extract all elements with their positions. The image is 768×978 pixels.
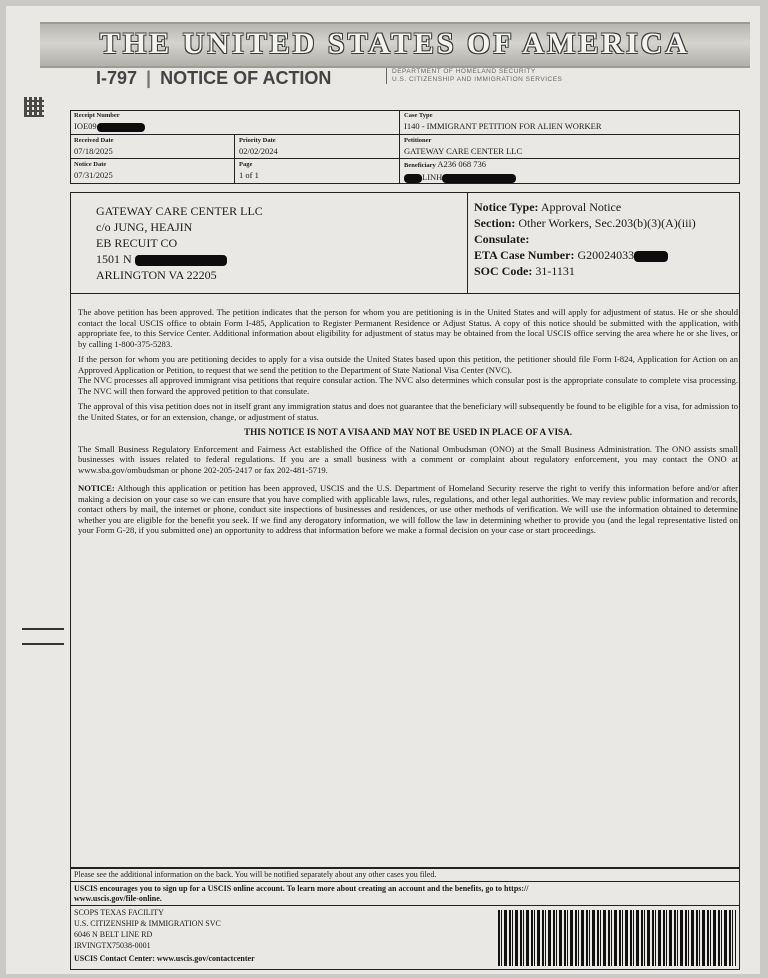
soc-label: SOC Code: <box>474 264 533 278</box>
margin-mark <box>22 643 64 645</box>
paragraph-visa-abroad: If the person for whom you are petitioning decides to apply for a visa outside the United States based upon this petition, the petitioner should file Form I-824, Application for Action on an Approved Application or Petition, to request that we send the petition to the Department of State National Visa Center (NVC). <box>78 354 738 375</box>
address-street: 1501 N <box>96 252 132 266</box>
soc-value: 31-1131 <box>535 264 575 278</box>
agency-name <box>386 68 562 84</box>
petitioner-value: GATEWAY CARE CENTER LLC <box>404 146 523 156</box>
office-line-4: IRVINGTX75038-0001 <box>74 941 151 950</box>
receipt-number-label: Receipt Number <box>74 112 120 119</box>
address-line-5: ARLINGTON VA 22205 <box>96 268 217 282</box>
paragraph-notice <box>78 483 738 536</box>
address-line-1: GATEWAY CARE CENTER LLC <box>96 204 263 218</box>
form-name: NOTICE OF ACTION <box>160 68 332 88</box>
online-note-2: www.uscis.gov/file-online. <box>74 894 162 903</box>
notice-type <box>474 199 696 215</box>
banner-title: THE UNITED STATES OF AMERICA <box>99 27 691 60</box>
form-title <box>96 68 331 89</box>
notice-body <box>78 307 738 541</box>
office-line-3: 6046 N BELT LINE RD <box>74 930 153 939</box>
notice-text: Although this application or petition has been approved, USCIS and the U.S. Department of Homeland Security reserve the right to verify this information before and/or after making a decision on your case so we can ensure that you have complied with applicable laws, rules, regulations, and other legal authorities. We may review public information and records, contact others by mail, the internet or phone, conduct site inspections of businesses and residences, or use other methods of verification. We will use the information obtained to determine whether you are eligible for the benefit you seek. If we find any derogatory information, we will follow the law in determining whether to provide you (and the legal representative listed on your Form G-28, if you submitted one) an opportunity to address that information before we make a formal decision on your case or start proceedings. <box>78 483 738 535</box>
agency-line-2: U.S. CITIZENSHIP AND IMMIGRATION SERVICES <box>392 76 563 83</box>
back-note: Please see the additional information on the back. You will be notified separately about any other cases you filed. <box>74 870 437 879</box>
received-date-value: 07/18/2025 <box>74 146 113 156</box>
case-type-value: I140 - IMMIGRANT PETITION FOR ALIEN WORKER <box>404 121 602 131</box>
address-line-4 <box>96 251 263 267</box>
paragraph-nvc: The NVC processes all approved immigrant visa petitions that require consular action. The NVC also determines which consular post is the appropriate consulate to complete visa processing. The NVC will then forward the approved petition to that consulate. <box>78 375 738 396</box>
qr-code <box>24 97 44 117</box>
office-line-1: SCOPS TEXAS FACILITY <box>74 908 164 917</box>
notice-info <box>474 199 696 279</box>
beneficiary-a-number: A236 068 736 <box>437 159 487 169</box>
contact-center: USCIS Contact Center: www.uscis.gov/contactcenter <box>74 954 255 963</box>
paragraph-status: The approval of this visa petition does not in itself grant any immigration status and does not guarantee that the beneficiary will subsequently be found to be eligible for a visa, for admission to the United States, or for an extension, change, or adjustment of status. <box>78 401 738 422</box>
beneficiary-label <box>404 161 486 169</box>
visa-warning: THIS NOTICE IS NOT A VISA AND MAY NOT BE USED IN PLACE OF A VISA. <box>243 427 573 437</box>
priority-date-value: 02/02/2024 <box>239 146 278 156</box>
redaction-mark <box>634 251 668 262</box>
page-label: Page <box>239 161 253 168</box>
notice-date-value: 07/31/2025 <box>74 170 113 180</box>
barcode <box>498 910 736 966</box>
redaction-mark <box>97 123 145 132</box>
beneficiary-name-text: LINH <box>422 172 443 182</box>
notice-consulate <box>474 231 696 247</box>
receipt-number-value <box>74 121 145 132</box>
notice-date-label: Notice Date <box>74 161 107 168</box>
notice-label: NOTICE: <box>78 483 115 493</box>
form-number: I-797 <box>96 68 138 88</box>
beneficiary-label-text: Beneficiary <box>404 162 436 169</box>
notice-type-label: Notice Type: <box>474 200 539 214</box>
section-value: Other Workers, Sec.203(b)(3)(A)(iii) <box>518 216 696 230</box>
receipt-number-text: IOE09 <box>74 121 97 131</box>
notice-section <box>474 215 696 231</box>
notice-eta <box>474 247 696 263</box>
form-separator: | <box>146 68 152 88</box>
office-line-2: U.S. CITIZENSHIP & IMMIGRATION SVC <box>74 919 221 928</box>
redaction-mark <box>404 174 422 183</box>
beneficiary-name <box>404 172 516 183</box>
paragraph-ono: The Small Business Regulatory Enforcement and Fairness Act established the Office of the National Ombudsman (ONO) at the Small Business Administration. The ONO assists small businesses with issues related to federal regulations. If you are a small business with a comment or complaint about regulatory enforcement, you may contact the ONO at www.sba.gov/ombudsman or phone 202-205-2417 or fax 202-481-5719. <box>78 443 738 475</box>
section-label: Section: <box>474 216 516 230</box>
agency-line-1: DEPARTMENT OF HOMELAND SECURITY <box>392 68 536 75</box>
page-cell <box>235 159 400 184</box>
eta-label: ETA Case Number: <box>474 248 575 262</box>
notice-soc <box>474 263 696 279</box>
paragraph-adjustment: The above petition has been approved. The petition indicates that the person for whom you are petitioning is in the United States and will apply for adjustment of status. He or she should contact the local USCIS office to obtain Form I-485, Application to Register Permanent Residence or Adjust Status. A copy of this notice should be submitted with the application, with appropriate fee, to this Service Center. Additional information about eligibility for adjustment of status may be obtained from the local USCIS office serving the area where he or she lives, or by calling 1-800-375-5283. <box>78 307 738 349</box>
address-line-3: EB RECUIT CO <box>96 236 178 250</box>
margin-mark <box>22 628 64 630</box>
page-value: 1 of 1 <box>239 170 259 180</box>
redaction-mark <box>135 255 227 266</box>
received-date-label: Received Date <box>74 137 114 144</box>
case-type-label: Case Type <box>404 112 433 119</box>
mailing-address <box>96 203 263 283</box>
redaction-mark <box>442 174 516 183</box>
consulate-label: Consulate: <box>474 232 530 246</box>
online-note-1: USCIS encourages you to sign up for a USCIS online account. To learn more about creating an account and the benefits, go to https:// <box>74 884 529 893</box>
priority-date-label: Priority Date <box>239 137 276 144</box>
address-line-2: c/o JUNG, HEAJIN <box>96 220 193 234</box>
banner <box>40 22 750 68</box>
eta-value: G20024033 <box>577 248 635 262</box>
petitioner-label: Petitioner <box>404 137 432 144</box>
notice-type-value: Approval Notice <box>540 200 622 214</box>
